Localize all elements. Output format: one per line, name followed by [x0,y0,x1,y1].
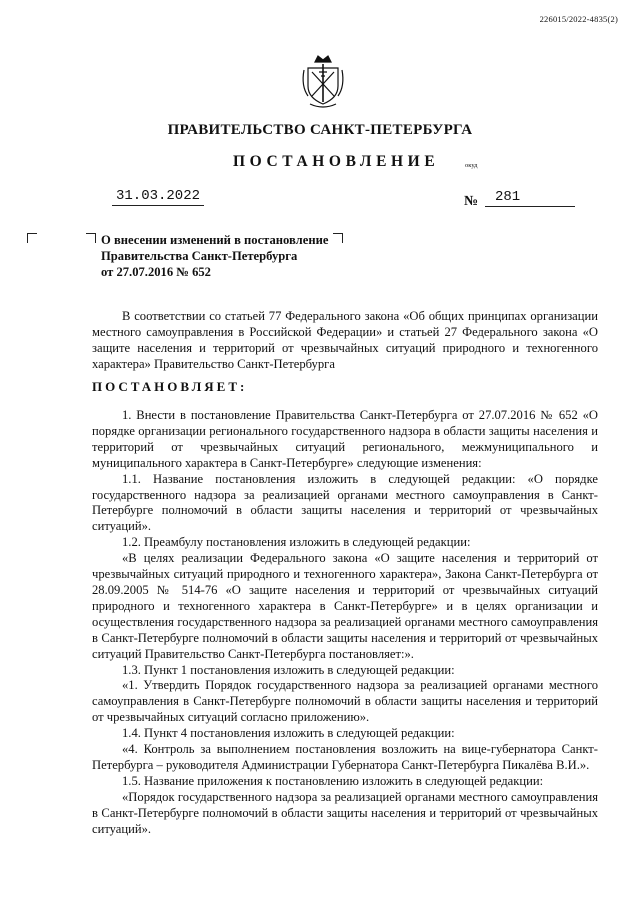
st-petersburg-coat-of-arms-icon [300,52,346,112]
paragraph: 1.5. Название приложения к постановлению изложить в следующей редакции: [122,773,544,788]
document-type-title: ПОСТАНОВЛЕНИЕ [233,153,440,170]
subject-line: Правительства Санкт-Петербурга [101,249,298,263]
paragraph: 1.1. Название постановления изложить в следующей редакции: «О порядке государственного надзора за реализацией органами местного самоуправления в Санкт-Петербурге полномочий в области защиты населения и территорий от чрезвычайных ситуаций». [92,471,598,534]
paragraph: «4. Контроль за выполнением постановления возложить на вице-губернатора Санкт-Петербурга – руководителя Администрации Губернатора Санкт-Петербурга Пикалёва В.И.». [92,742,598,772]
document-number: 281 [485,189,575,207]
document-registration-number: 226015/2022-4835(2) [539,14,618,24]
okud-label: окуд [465,162,478,169]
number-label: № [464,194,479,209]
preamble-paragraph: В соответствии со статьей 77 Федерального закона «Об общих принципах организации местного самоуправления в Российской Федерации» и статьей 27 Федерального закона «О защите населения и территорий от чрезвычайных ситуаций природного и техногенного характера» Правительство Санкт-Петербурга [92,309,598,371]
corner-mark [27,233,37,243]
paragraph: «Порядок государственного надзора за реализацией органами местного самоуправления в Санкт-Петербурге полномочий в области защиты населения и территорий от чрезвычайных ситуаций». [92,789,598,836]
corner-mark [86,233,96,243]
government-title: ПРАВИТЕЛЬСТВО САНКТ-ПЕТЕРБУРГА [167,122,473,138]
subject-line: от 27.07.2016 № 652 [101,265,211,279]
decree-items [92,408,598,837]
paragraph: «В целях реализации Федерального закона «О защите населения и территорий от чрезвычайных ситуаций природного и техногенного характера», Закона Санкт-Петербурга от 28.09.2005 № 514-76 «О защите населения и территорий от чрезвычайных ситуаций природного и техногенного характера в Санкт-Петербурге» и в целях организации и осуществления государственного надзора за реализацией органами местного самоуправления в Санкт-Петербурге полномочий в области защиты населения и территорий от чрезвычайных ситуаций Правительство Санкт-Петербурга постановляет:». [92,551,598,661]
paragraph: 1. Внести в постановление Правительства Санкт-Петербурга от 27.07.2016 № 652 «О порядке организации регионального государственного надзора в области защиты населения и территорий от чрезвычайных ситуаций регионального, межмуниципального и муниципального характера в Санкт-Петербурге» следующие изменения: [92,408,598,470]
paragraph: 1.2. Преамбулу постановления изложить в следующей редакции: [122,535,471,550]
decree-heading: ПОСТАНОВЛЯЕТ: [92,379,248,394]
paragraph: 1.3. Пункт 1 постановления изложить в следующей редакции: [122,662,455,677]
document-date: 31.03.2022 [112,188,204,206]
paragraph: «1. Утвердить Порядок государственного надзора за реализацией органами местного самоуправления в Санкт-Петербурге полномочий в области защиты населения и территорий от чрезвычайных ситуаций согласно приложению». [92,678,598,725]
subject-line: О внесении изменений в постановление [101,233,329,247]
document-subject [101,232,351,280]
paragraph: 1.4. Пункт 4 постановления изложить в следующей редакции: [122,726,455,741]
